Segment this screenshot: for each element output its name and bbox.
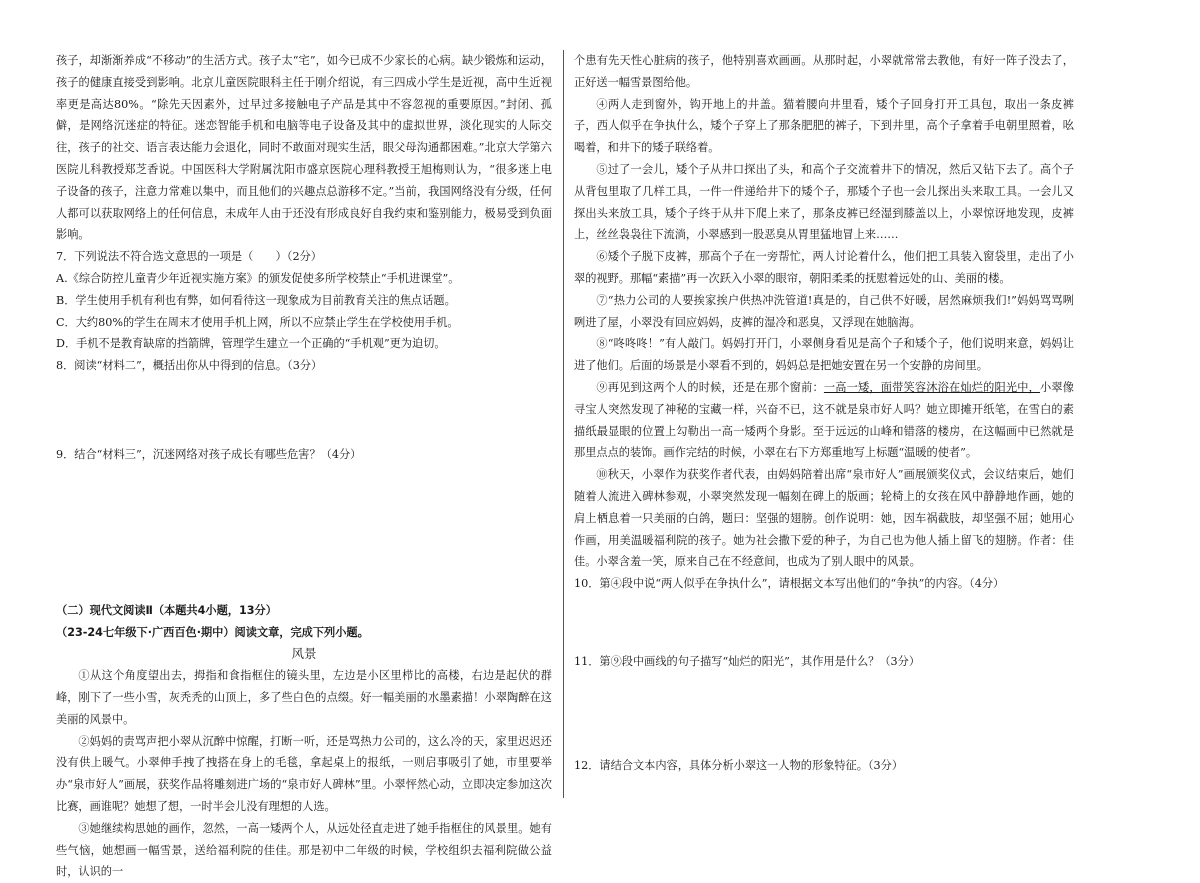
question-7-option-d: D．手机不是教育缺席的挡箭牌，管理学生建立一个正确的“手机观”更为迫切。 (56, 337, 446, 351)
underlined-sentence: 一高一矮，面带笑容沐浴在灿烂的阳光中， (823, 380, 1041, 394)
article-paragraph-3-continued: 个患有先天性心脏病的孩子，他特别喜欢画画。从那时起，小翠就常常去教他，有好一阵子没去了，正好送一幅雪景图给他。 (574, 54, 1074, 89)
question-10: 10．第④段中说“两人似乎在争执什么”，请根据文本写出他们的“争执”的内容。（4分） (574, 577, 1005, 591)
material-paragraph-end: 孩子，却渐渐养成“不移动”的生活方式。孩子太“宅”，如今已成不少家长的心病。缺少锻炼和运动，孩子的健康直接受到影响。北京儿童医院眼科主任于刚介绍说，有三四成小学生是近视，高中生近视率更是高达80%。“除先天因素外，过早过多接触电子产品是其中不容忽视的重要原因。”封闭、孤僻，是网络沉迷症的特征。迷恋智能手机和电脑等电子设备及其中的虚拟世界，淡化现实的人际交往，孩子的社交、语言表达能力会退化，同时不敢面对现实生活，眼父母沟通都困难。”北京大学第六医院儿科教授郑芝香说。中国医科大学附属沈阳市盛京医院心理科教授王旭梅则认为，“很多迷上电子设备的孩子，注意力常难以集中，而且他们的兴趣点总游移不定。”当前，我国网络没有分级，任何人都可以获取网络上的任何信息，未成年人由于还没有形成良好自我约束和鉴别能力，极易受到负面影响。 (56, 54, 552, 242)
article-paragraph-6: ⑥矮个子脱下皮裤，那高个子在一旁帮忙，两人讨论着什么，他们把工具装入窗袋里，走出了小翠的视野。那幅“素描”再一次跃入小翠的眼帘，朝阳柔柔的抚慰着远处的山、美丽的楼。 (574, 250, 1074, 285)
right-column (574, 50, 1074, 777)
answer-space-11 (574, 673, 1074, 755)
question-7-option-c: C．大约80%的学生在周末才使用手机上网，所以不应禁止学生在学校使用手机。 (56, 315, 459, 329)
article-paragraph-7: ⑦“热力公司的人要挨家挨户供热冲洗管道!真是的，自己供不好暖，居然麻烦我们!”妈妈骂骂咧咧进了屋，小翠没有回应妈妈，皮裤的湿冷和恶臭，又浮现在她脑海。 (574, 293, 1074, 329)
column-divider (563, 50, 564, 798)
answer-space-10 (574, 595, 1074, 651)
question-7-option-b: B．学生使用手机有利也有弊，如何看待这一现象成为目前教育关注的焦点话题。 (56, 293, 456, 307)
paragraph-9-lead: ⑨再见到这两个人的时候，还是在那个窗前： (596, 380, 824, 394)
article-title: 风景 (291, 646, 317, 662)
question-12: 12．请结合文本内容，具体分析小翠这一人物的形象特征。（3分） (574, 758, 904, 772)
paragraph-9-rest: 小翠像寻宝人突然发现了神秘的宝藏一样，兴奋不已，这不就是泉市好人吗？她立即摊开纸笔，在雪白的素描纸最显眼的位置上勾勒出一高一矮两个身影。至于远远的山峰和错落的楼房，在这幅画中已然就是那里点点的装饰。画作完结的时候，小翠在右下方郑重地写上标题“温暖的使者”。 (574, 380, 1074, 460)
answer-space-8 (56, 377, 552, 444)
question-8: 8．阅读“材料二”，概括出你从中得到的信息。（3分） (56, 359, 323, 373)
article-paragraph-1: ①从这个角度望出去，拇指和食指框住的镜头里，左边是小区里栉比的高楼，右边是起伏的群峰，刚下了一些小雪，灰秃秃的山顶上，多了些白色的点缀。好一幅美丽的水墨素描！小翠陶醉在这美丽的风景中。 (56, 669, 552, 726)
article-paragraph-10: ⑩秋天，小翠作为获奖作者代表，由妈妈陪着出席“泉市好人”画展颁奖仪式，会议结束后，她们随着人流进入碑林参观，小翠突然发现一幅刻在碑上的版画；轮椅上的女孩在风中静静地作画，她的肩上栖息着一只美丽的白鸽，题曰：坚强的翅膀。创作说明：她，因车祸截肢，却坚强不屈；她用心作画，用美温暖福利院的孩子。她为社会撒下爱的种子，为自己也为他人插上留飞的翅膀。作者：佳佳。小翠含羞一笑，原来自己在不经意间，也成为了别人眼中的风景。 (574, 468, 1074, 569)
source-line: （23-24七年级下·广西百色·期中）阅读文章，完成下列小题。 (56, 625, 369, 639)
article-paragraph-2: ②妈妈的责骂声把小翠从沉醉中惊醒，打断一听，还是骂热力公司的，这么冷的天，家里迟迟还没有供上暖气。小翠伸手拽了拽搭在身上的毛毯，拿起桌上的报纸，一则启事吸引了她，市里要举办“泉市好人”画展，获奖作品将雕刻进广场的“泉市好人碑林”里。小翠怦然心动，立即决定参加这次比赛，画谁呢？她想了想，一时半会儿没有理想的人选。 (56, 734, 552, 813)
question-7-option-a: A.《综合防控儿童青少年近视实施方案》的颁发促使多所学校禁止“手机进课堂”。 (56, 271, 460, 285)
article-paragraph-3: ③她继续构思她的画作，忽然，一高一矮两个人，从远处径直走进了她手指框住的风景里。她有些气恼，她想画一幅雪景，送给福利院的佳佳。那是初中二年级的时候，学校组织去福利院做公益时，认识的一 (56, 821, 552, 879)
question-9: 9．结合“材料三”，沉迷网络对孩子成长有哪些危害？（4分） (56, 447, 362, 461)
left-column (56, 50, 552, 883)
question-7: 7．下列说法不符合选文意思的一项是（ ）（2分） (56, 250, 322, 264)
answer-space-9 (56, 466, 552, 600)
article-paragraph-8: ⑧“咚咚咚！”有人敲门。妈妈打开门，小翠侧身看见是高个子和矮个子，他们说明来意，妈妈让进了他们。后面的场景是小翠看不到的，妈妈总是把她安置在另一个安静的房间里。 (574, 337, 1074, 373)
question-11: 11．第⑨段中画线的句子描写“灿烂的阳光”，其作用是什么？（3分） (574, 654, 921, 668)
article-paragraph-4: ④两人走到窗外，钩开地上的井盖。猫着腰向井里看，矮个子回身打开工具包，取出一条皮裤子，西人似乎在争执什么，矮个子穿上了那条肥肥的裤子，下到井里，高个子拿着手电朝里照着，吆喝着，和井下的矮子联络着。 (574, 97, 1074, 155)
article-paragraph-9 (574, 377, 1074, 464)
article-paragraph-5: ⑤过了一会儿，矮个子从井口探出了头，和高个子交流着井下的情况，然后又钻下去了。高个子从背包里取了几样工具，一件一件递给井下的矮个子，那矮个子也一会儿探出头来取工具。一会儿又探出头来放工具，矮个子终于从井下爬上来了，那条皮裤已经湿到膝盖以上，小翠惊讶地发现，皮裤上，丝丝袅袅往下流淌，小翠感到一股恶臭从胃里猛地冒上来…… (574, 162, 1074, 242)
section-heading: （二）现代文阅读Ⅱ（本题共4小题，13分） (56, 603, 277, 617)
